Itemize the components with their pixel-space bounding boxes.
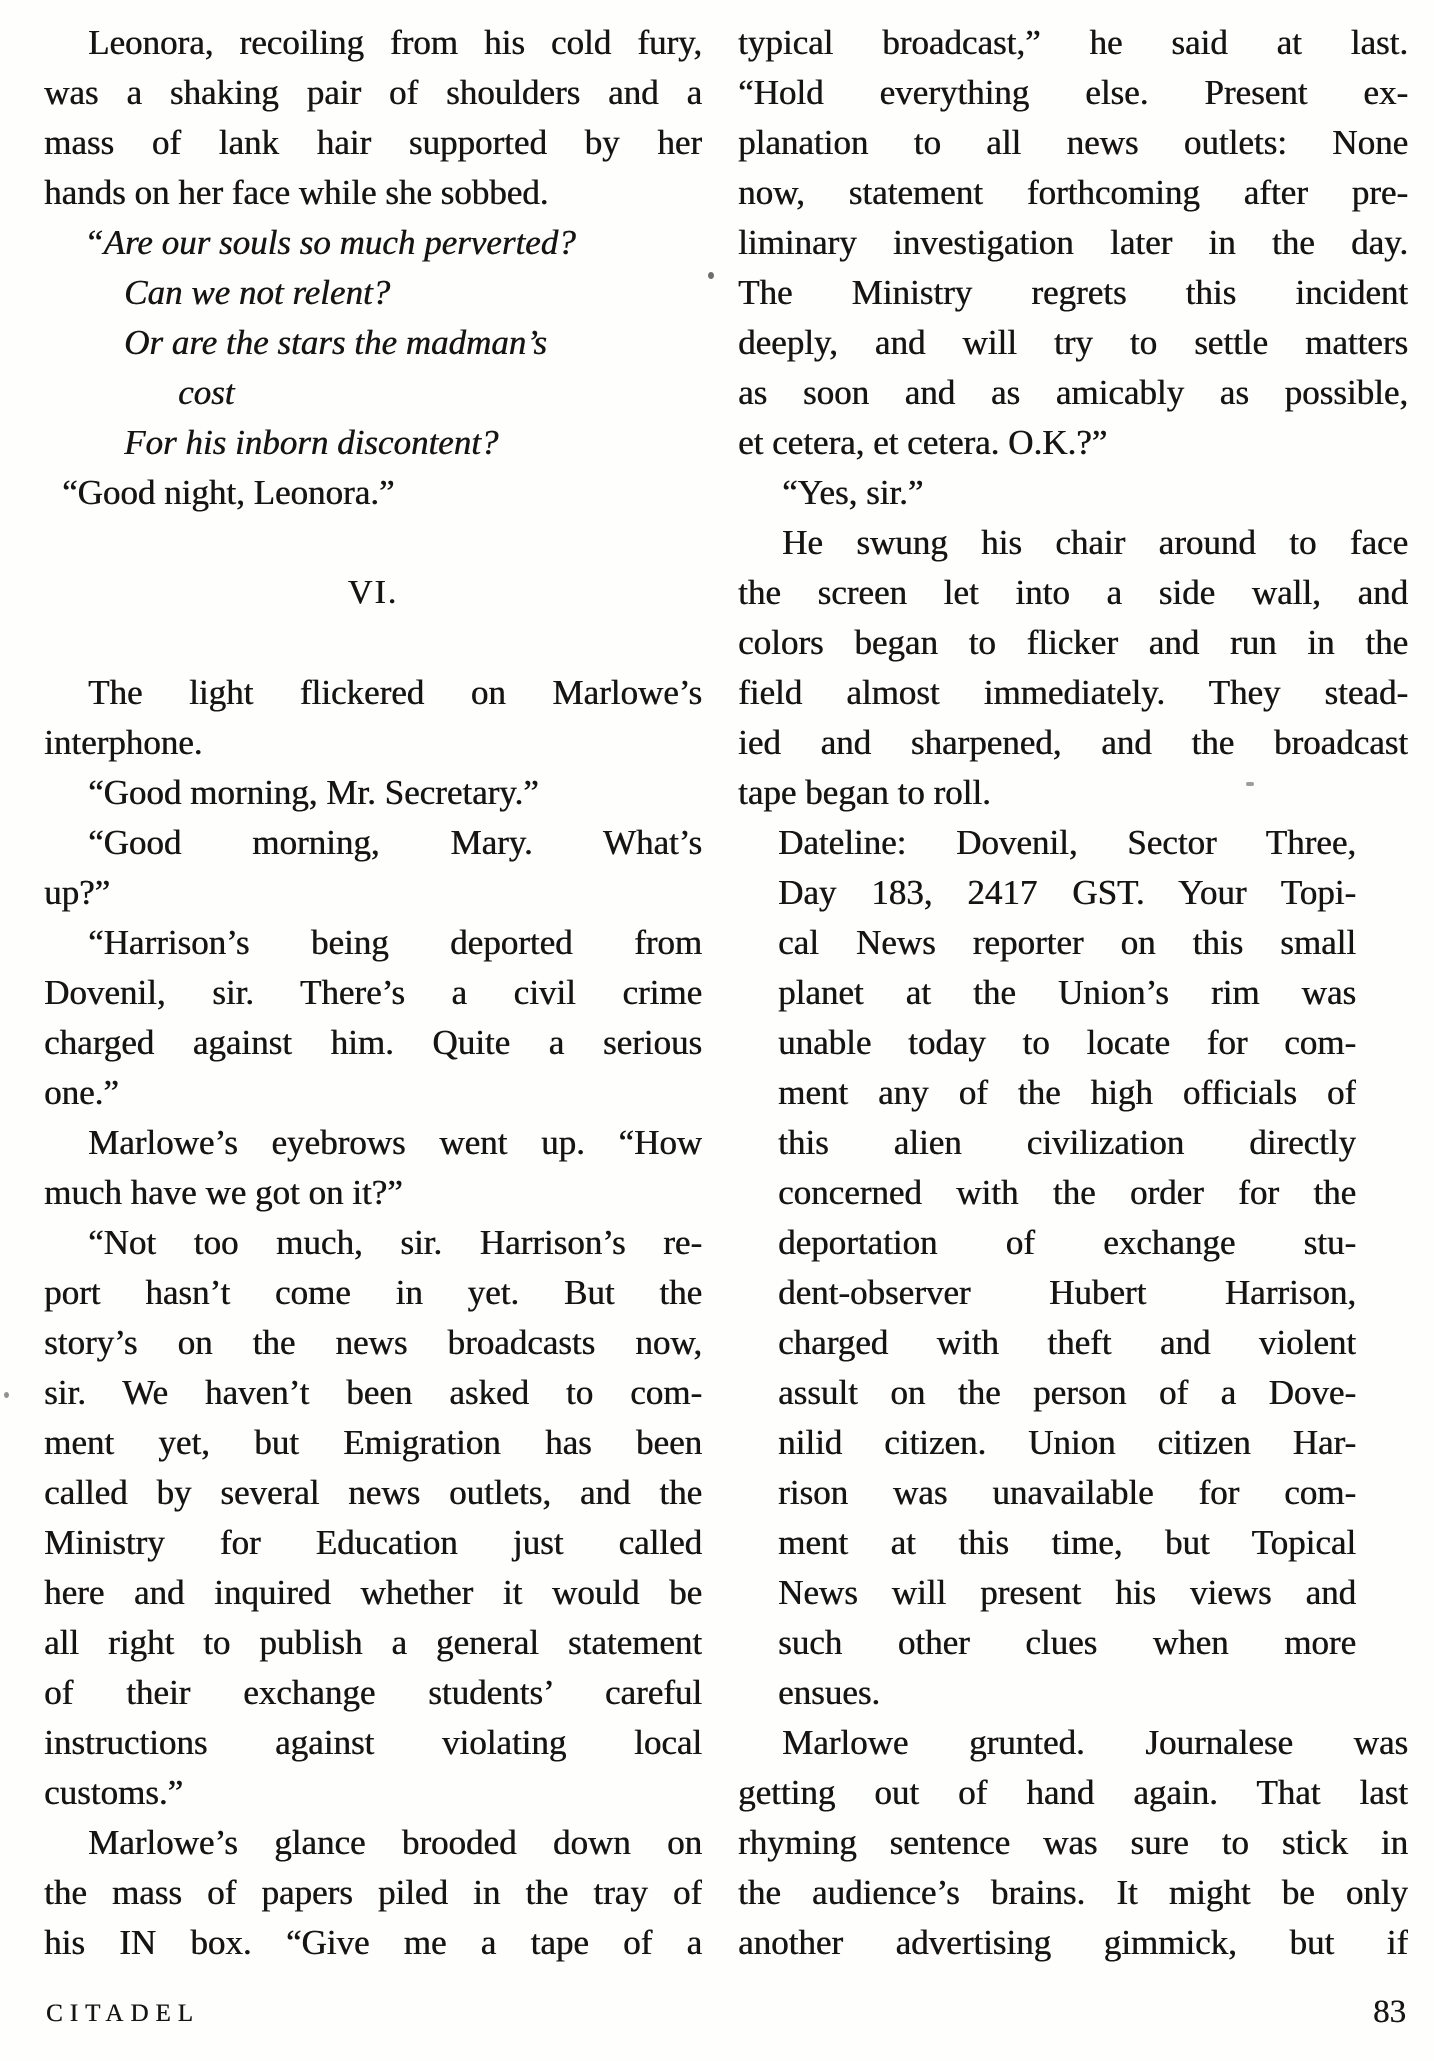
text-line: tape began to roll. [738,773,991,812]
text-line: Marlowe’s eyebrows went up. “How [88,1123,702,1162]
text-line: port hasn’t come in yet. But the [44,1273,702,1312]
text-line: up?” [44,873,111,912]
page-number: 83 [1373,1994,1406,2030]
scan-speck [4,1392,9,1398]
text-line: now, statement forthcoming after pre- [738,173,1408,212]
text-line: the audience’s brains. It might be only [738,1873,1408,1912]
text-line: Or are the stars the madman’s [124,323,547,362]
text-line: “Yes, sir.” [782,473,924,512]
text-line: Marlowe’s glance brooded down on [88,1823,702,1862]
text-line: The Ministry regrets this incident [738,273,1408,312]
text-line: Can we not relent? [124,273,391,312]
text-line: ment at this time, but Topical [778,1523,1356,1562]
text-line: mass of lank hair supported by her [44,123,702,162]
text-line: such other clues when more [778,1623,1356,1662]
text-line: getting out of hand again. That last [738,1773,1408,1812]
section-heading: VI. [347,574,399,611]
text-line: ment yet, but Emigration has been [44,1423,702,1462]
text-line: ensues. [778,1673,881,1712]
text-line: was a shaking pair of shoulders and a [44,73,702,112]
line-gap [44,618,702,668]
text-line: cost [178,373,235,412]
running-title: CITADEL [46,2000,200,2027]
text-line: Ministry for Education just called [44,1523,702,1562]
text-line: ment any of the high officials of [778,1073,1356,1112]
text-line: another advertising gimmick, but if [738,1923,1408,1962]
column-right [738,18,1408,1968]
text-line: concerned with the order for the [778,1173,1356,1212]
text-line: deportation of exchange stu- [778,1223,1356,1262]
text-line: “Are our souls so much perverted? [84,223,576,262]
text-line: charged with theft and violent [778,1323,1356,1362]
text-line: cal News reporter on this small [778,923,1356,962]
text-line: his IN box. “Give me a tape of a [44,1923,702,1962]
text-line: field almost immediately. They stead- [738,673,1408,712]
text-line: Leonora, recoiling from his cold fury, [88,23,702,62]
text-line: Dateline: Dovenil, Sector Three, [778,823,1356,862]
text-line: story’s on the news broadcasts now, [44,1323,702,1362]
text-line: as soon and as amicably as possible, [738,373,1408,412]
text-line: planet at the Union’s rim was [778,973,1356,1012]
text-line: Day 183, 2417 GST. Your Topi- [778,873,1356,912]
text-line: sir. We haven’t been asked to com- [44,1373,702,1412]
text-line: “Good night, Leonora.” [62,473,395,512]
text-line: The light flickered on Marlowe’s [88,673,702,712]
text-line: much have we got on it?” [44,1173,403,1212]
text-line: called by several news outlets, and the [44,1473,702,1512]
text-line: of their exchange students’ careful [44,1673,702,1712]
text-line: this alien civilization directly [778,1123,1356,1162]
text-line: dent-observer Hubert Harrison, [778,1273,1356,1312]
text-line: charged against him. Quite a serious [44,1023,702,1062]
text-line: assult on the person of a Dove- [778,1373,1356,1412]
text-line: typical broadcast,” he said at last. [738,23,1408,62]
line-gap [44,518,702,568]
text-line: rhyming sentence was sure to stick in [738,1823,1408,1862]
text-line: Dovenil, sir. There’s a civil crime [44,973,702,1012]
text-line: “Good morning, Mr. Secretary.” [88,773,539,812]
text-line: “Harrison’s being deported from [88,923,702,962]
text-line: one.” [44,1073,119,1112]
text-line: unable today to locate for com- [778,1023,1356,1062]
text-line: planation to all news outlets: None [738,123,1408,162]
text-line: et cetera, et cetera. O.K.?” [738,423,1108,462]
text-line: instructions against violating local [44,1723,702,1762]
column-left [44,18,702,1968]
text-line: deeply, and will try to settle matters [738,323,1408,362]
text-line: the mass of papers piled in the tray of [44,1873,702,1912]
text-line: “Good morning, Mary. What’s [88,823,702,862]
text-line: all right to publish a general statement [44,1623,702,1662]
text-line: “Hold everything else. Present ex- [738,73,1408,112]
text-line: ied and sharpened, and the broadcast [738,723,1408,762]
text-line: here and inquired whether it would be [44,1573,702,1612]
text-line: He swung his chair around to face [782,523,1408,562]
text-line: hands on her face while she sobbed. [44,173,549,212]
text-line: interphone. [44,723,203,762]
text-line: customs.” [44,1773,184,1812]
text-line: “Not too much, sir. Harrison’s re- [88,1223,702,1262]
text-line: colors began to flicker and run in the [738,623,1408,662]
text-line: rison was unavailable for com- [778,1473,1356,1512]
text-line: Marlowe grunted. Journalese was [782,1723,1408,1762]
text-line: the screen let into a side wall, and [738,573,1408,612]
text-line: For his inborn discontent? [124,423,499,462]
text-line: News will present his views and [778,1573,1356,1612]
text-line: liminary investigation later in the day. [738,223,1408,262]
text-line: nilid citizen. Union citizen Har- [778,1423,1356,1462]
scan-speck [1246,782,1254,786]
scan-speck [708,272,714,279]
